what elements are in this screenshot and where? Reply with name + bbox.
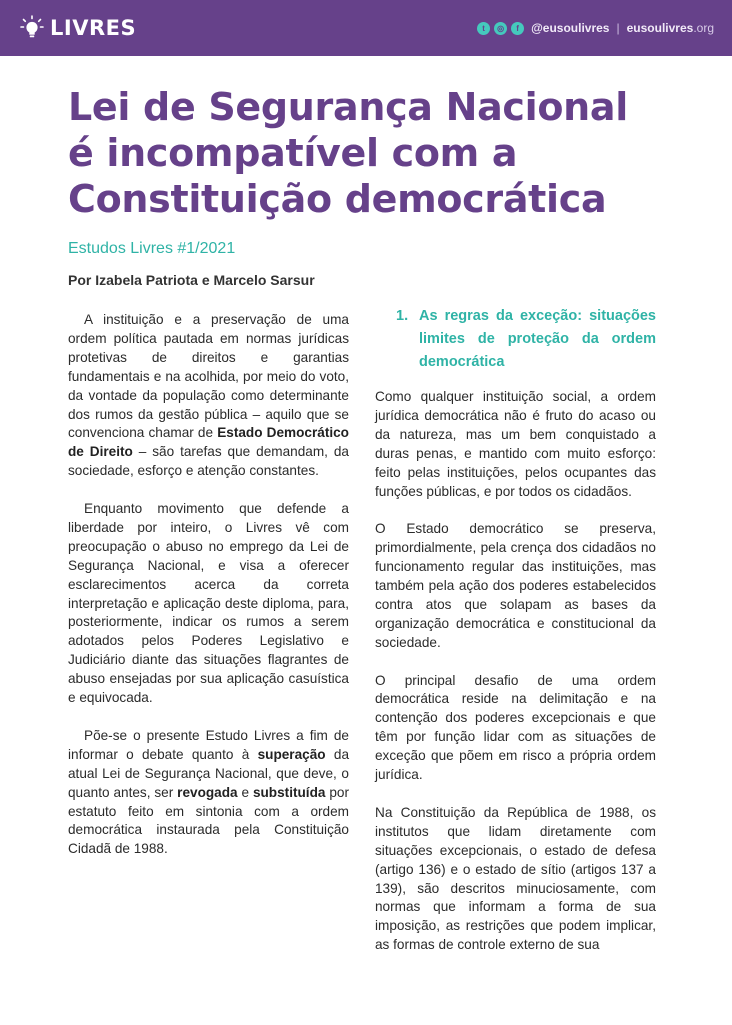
social-handle[interactable]: @eusoulivres <box>531 21 610 35</box>
header-band <box>0 0 732 56</box>
text-run: por estatuto feito em sintonia com a ordem democrática instaurada pela Constituição Cidadã de 1988. <box>68 784 349 857</box>
text-run: e <box>237 784 253 800</box>
section-number: 1. <box>396 308 409 324</box>
header-separator: | <box>616 21 620 35</box>
title-line-2: é incompatível com a <box>68 131 518 175</box>
title-line-3: Constituição democrática <box>68 177 607 221</box>
site-tld: .org <box>693 21 714 35</box>
text-run: – são tarefas que demandam, da sociedade, esforço e atenção constantes. <box>68 444 349 479</box>
document-title <box>68 84 668 222</box>
paragraph: Enquanto movimento que defende a liberdade por inteiro, o Livres vê com preocupação o abuso no emprego da Lei de Segurança Nacional, e visa a oferecer esclarecimentos acerca da correta interpretação e aplicação deste diploma, para, posteriormente, indicar os rumos a serem adotados pelos Poderes Legislativo e Judiciário diante das situações flagrantes de abuso ensejadas por sua aplicação casuística e equivocada. <box>68 501 349 706</box>
authors-byline: Por Izabela Patriota e Marcelo Sarsur <box>68 272 315 288</box>
bold-term: superação <box>257 746 326 762</box>
text-run: da atual Lei de Segurança Nacional, que deve, o quanto antes, ser <box>68 746 350 800</box>
paragraph: O Estado democrático se preserva, primordialmente, pela crença dos cidadãos no funcionamento regular das instituições, mas também pela ação dos poderes estabelecidos contra atos que solapam as bases da organização democrática e constitucional da sociedade. <box>375 521 656 650</box>
bold-term: revogada <box>177 784 238 800</box>
brand-logo <box>20 15 136 41</box>
site-link[interactable] <box>627 21 714 35</box>
left-column <box>68 311 349 878</box>
section-title: As regras da exceção: situações limites de proteção da ordem democrática <box>419 308 656 370</box>
lightbulb-icon <box>20 15 44 41</box>
facebook-icon[interactable]: f <box>511 22 524 35</box>
twitter-icon[interactable]: t <box>477 22 490 35</box>
bold-term: substituída <box>252 784 326 800</box>
bold-term: Estado Democrático de Direito <box>68 425 349 460</box>
paragraph: Como qualquer instituição social, a ordem jurídica democrática não é fruto do acaso ou da natureza, mas um bem conquistado a duras penas, e mantido com muito esforço: feito pelas instituições, pelos ocupantes das funções públicas, e por todos os cidadãos. <box>375 389 656 499</box>
paragraph: Na Constituição da República de 1988, os institutos que lidam diretamente com situações excepcionais, o estado de defesa (artigo 136) e o estado de sítio (artigos 137 a 139), são descritos minuciosamente, com normas que informam a forma de sua imposição, as restrições que podem implicar, as formas de controle externo de sua <box>375 804 656 953</box>
brand-name: LIVRES <box>50 16 137 40</box>
section-heading <box>396 305 656 374</box>
paragraph <box>68 311 349 481</box>
title-line-1: Lei de Segurança Nacional <box>68 85 628 129</box>
paragraph <box>68 727 349 859</box>
instagram-icon[interactable]: ◎ <box>494 22 507 35</box>
series-label: Estudos Livres #1/2021 <box>68 240 236 257</box>
social-links <box>477 21 714 35</box>
paragraph: O principal desafio de uma ordem democrática reside na delimitação e na contenção dos poderes excepcionais e que têm por função lidar com as situações de exceção que põem em risco a própria ordem jurídica. <box>375 672 656 783</box>
right-column <box>375 388 656 974</box>
text-run: Põe-se o presente Estudo Livres a fim de informar o debate quanto à <box>68 727 349 762</box>
site-name: eusoulivres <box>626 21 694 35</box>
text-run: A instituição e a preservação de uma ordem política pautada em normas jurídicas protetivas de direitos e garantias fundamentais e na acolhida, por meio do voto, da vontade da população como determinante dos rumos da gestão pública – aquilo que se convenciona chamar de <box>68 312 349 441</box>
